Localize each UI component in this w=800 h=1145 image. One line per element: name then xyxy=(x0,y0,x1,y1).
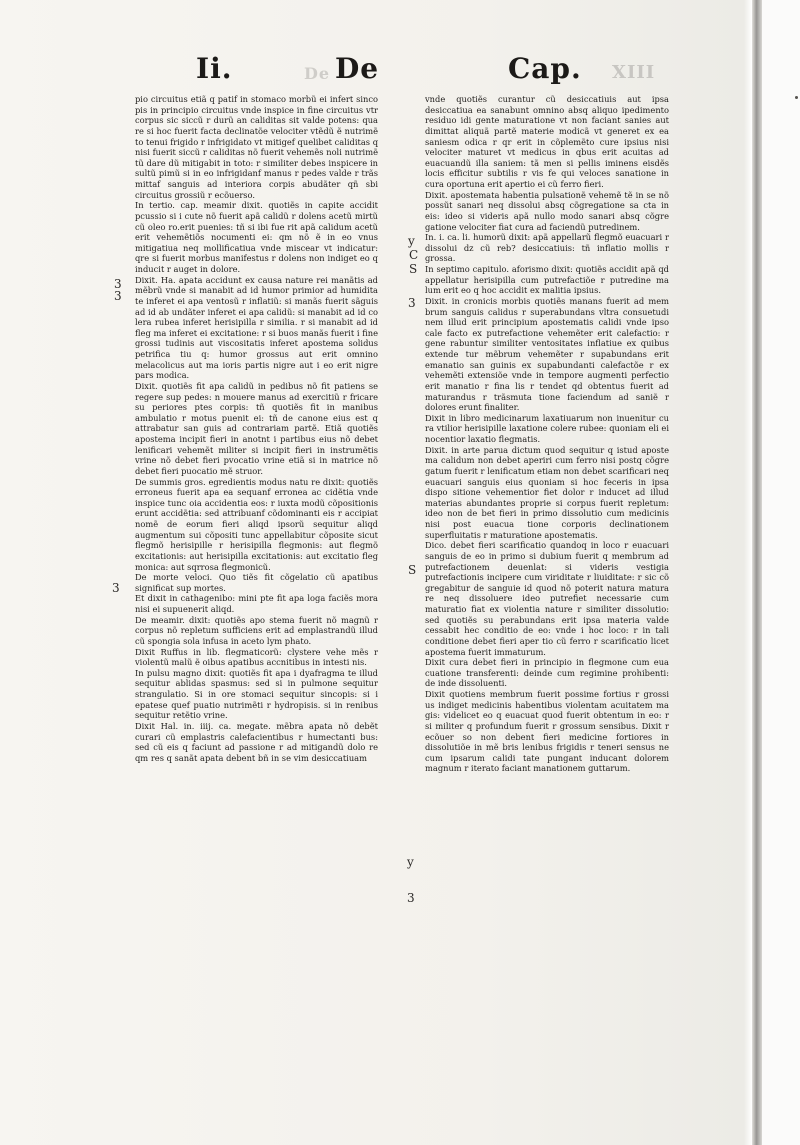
paragraph: Dico. debet fieri scarificatio quandoq in loco r euacuari sanguis de eo in primo si dubium fuerit q membrum ad putrefactionem deuenlat: si videris vestigia putrefactionis incipere cum viriditate r liuiditate: r sic cõ gregabitur de sanguie id quod nõ poterit natura matura re neq dissoluere ideo putrefiet necessarie cum maturatio fiat ex violentia nature r similiter dissolutio: sed quotiẽs su perabundans erit ipsa materia valde cessabit hec conditio de eo: vnde i hoc loco: r in tali conditione debet fieri aper tio cũ ferro r scarificatio licet apostema fuerit immaturum. xyxy=(425,540,669,657)
paragraph: In septimo capitulo. aforismo dixit: quotiẽs accidit apã qd appellatur herisipilla cum putrefactiõe r putredine ma lum erit eo q hoc accidit ex malitia ipsius. xyxy=(425,264,669,296)
header-bleedthrough-right: XIII xyxy=(612,62,656,83)
margin-mark: 3 xyxy=(407,891,415,905)
header-cap: Cap. xyxy=(508,52,582,85)
paragraph: Dixit. in arte parua dictum quod sequitur q istud aposte ma calidum non debet aperiri cum ferro nisi postq cõgre gatum fuerit r lenificatum etiam non debet scarificari neq euacuari sanguis eius quoniam si hoc feceris in ipsa dispo sitione vehementior fiet dolor r inducet ad illud materias abundantes proprie si corpus fuerit repletum: ideo non de bet fieri in primo dissolutio cum medicinis nisi post euacua tione corporis declinationem superfluitatis r maturatione apostematis. xyxy=(425,444,669,540)
paragraph: Dixit cura debet fieri in principio in flegmone cum eua cuatione transferenti: deinde cum regimine prohibenti: de inde dissoluenti. xyxy=(425,657,669,689)
margin-mark: C xyxy=(409,248,419,262)
paragraph: Et dixit in cathagenibo: mini pte fit apa loga faciẽs mora nisi ei supuenerit aliqd. xyxy=(135,593,378,614)
ink-speck xyxy=(795,96,798,99)
paragraph: Dixit. apostemata habentia pulsationẽ vehemẽ tẽ in se nõ possũt sanari neq dissolui absq cõgregatione sa cta in eis: ideo si videris apã nullo modo sanari absq cõgre gatione velociter fiat cura ad faciendũ putredinem. xyxy=(425,189,669,232)
paragraph: Dixit Hal. in. iiij. ca. megate. mẽbra apata nõ debẽt curari cũ emplastris calefacientibus r humectanti bus: sed cũ eis q faciunt ad passione r ad mitigandũ dolo re qm res q sanãt apata debent bñ in se vim desiccatiuam xyxy=(135,720,378,763)
left-text-column xyxy=(135,94,378,966)
paragraph: Dixit Ruffus in lib. flegmaticorũ: clystere vehe mẽs r violentũ malũ ẽ oibus apatibus accnitibus in intesti nis. xyxy=(135,646,378,668)
paragraph: vnde quotiẽs curantur cũ desiccatiuis aut ipsa desiccatiua ea sanabunt omnino absq aliquo ipedimento residuo idi gente maturatione vt non faciant sanies aut dimittat aliquã partẽ materie modicã vt generet ex ea saniesm odica r qr erit in cõplemẽto cure ipsius nisi velociter maturet vt medicus in qbus erit acuitas ad euacuandũ illa saniem: tã men si pellis iminens eisdẽs locis efficitur subtilis r vis fe qui veloces sanatione in cura oportuna erit apertio ei cũ ferro fieri. xyxy=(425,94,669,189)
header-book-number: Ii. xyxy=(196,52,233,85)
paragraph: Dixit quotiens membrum fuerit possime fortius r grossi us indiget medicinis habentibus violentam acuitatem ma gis: videlicet eo q euacuat quod fuerit obtentum in eo: r si militer q profundum fuerit r grossum sensibus. Dixit r ecõuer so non debent fieri medicine fortiores in dissolutiõe in mẽ bris lenibus frigidis r teneri sensus ne cum ipsarum calidi tate pungant inducant dolorem magnum r iterato faciant manationem guttarum. xyxy=(425,689,669,774)
header-de: De xyxy=(335,52,380,85)
margin-mark: 3 xyxy=(114,277,122,291)
paragraph: Dixit. quotiẽs fit apa calidũ in pedibus nõ fit patiens se regere sup pedes: n mouere manus ad exercitiũ r fricare su periores ptes corpis: tñ quotiẽs fit in manibus ambulatio r motus puenit ei: tñ de canone eius est q attrabatur san guis ad contrariam partẽ. Etiã quotiẽs apostema incipit fieri in anotnt i partibus eius nõ debet lenificari vehemẽt militer si incipit fieri in instrumẽtis vrine nõ debet fieri pvocatio vrine etiã si in matrice nõ debet fieri puocatio mẽ struor. xyxy=(135,380,378,476)
adjacent-page-margin xyxy=(762,0,800,1145)
margin-mark: y xyxy=(408,234,415,248)
paragraph: Dixit in libro medicinarum laxatiuarum non inuenitur cu ra vtilior herisipille laxatione colere rubee: quoniam eli ei nocentior laxatio flegmatis. xyxy=(425,412,669,444)
right-text-column xyxy=(425,94,669,890)
paragraph: pio circuitus etiã q patif in stomaco morbũ ei infert sinco pis in principio circuitus vnde inspice in fine circuitus vtr corpus sic siccũ r durũ an caliditas sit valde potens: qua re si hoc fuerit facta declinatõe velociter vtẽdũ ẽ nutrimẽ to tenui frigido r infrigidato vt mitigef quelibet caliditas q nisi fuerit siccũ r caliditas nõ fuerit vehemẽs noli nutrimẽ tũ dare dũ mitigabit in toto: r similiter debes inspicere in sultũ pimũ si in eo infrigidanf manus r pedes valde r trãs mittaf sanguis ad interiora corpis abudãter qñ sbi circuitus grossiũ r ecõuerso. xyxy=(135,94,378,200)
margin-mark: 3 xyxy=(114,289,122,303)
paragraph: De meamir. dixit: quotiẽs apo stema fuerit nõ magnũ r corpus nõ repletum sufficiens erit ad emplastrandũ illud cũ spongia sola infusa in aceto lym phato. xyxy=(135,614,378,646)
margin-mark: S xyxy=(408,563,417,577)
paragraph: In tertio. cap. meamir dixit. quotiẽs in capite accidit pcussio si i cute nõ fuerit apã calidũ r dolens acetũ mirtũ cũ oleo ro.erit puenies: tñ si ibi fue rit apã calidum acetũ erit vehemẽtiõs nocumenti ei: qm nõ ẽ in eo vnus mitigatiua neq mollificatiua vnde miscear vt indicatur: qre si fuerit morbus manifestus r dolens non indiget eo q inducit r auget in dolore. xyxy=(135,200,378,274)
page-edge-shadow xyxy=(752,0,762,1145)
margin-mark: S xyxy=(409,262,418,276)
margin-mark: 3 xyxy=(408,296,416,310)
paragraph: De summis gros. egredientis modus natu re dixit: quotiẽs erroneus fuerit apa ea sequanf erronea ac cidẽtia vnde inspice tunc oia accidentia eos: r iuxta modũ cõpositionis erunt accidẽtia: sed attribuanf cõdominanti eis r accipiat nomẽ de eorum fieri aliqd ipsorũ sequitur aliqd augmentum sui cõpositi tunc appellabitur cõposite sicut flegmõ herisipille r herisipilla flegmonis: aut flegmõ excitationis: aut herisipilla excitationis: aut excitatio fleg monica: aut sqrrosa flegmonicũ. xyxy=(135,476,378,572)
paragraph: De morte veloci. Quo tiẽs fit cõgelatio cũ apatibus significat sup mortes. xyxy=(135,572,378,593)
paragraph: Dixit. in cronicis morbis quotiẽs manans fuerit ad mem brum sanguis calidus r superabundans vltra consuetudi nem illud erit principium apostematis calidi vnde ipso cale facto ex putrefactione vehemẽter erit calefactio: r gene rabuntur similiter ventositates inflatiue ex quibus extende tur mẽbrum vehemẽter r supabundans erit emanatio san guinis ex supabundanti calefactõe r ex vehemẽti extensiõe vnde in tempore augmenti perfectio erit manatio r fina lis r tendet qd obtentus fuerit ad maturandus r trãsmuta tione faciendum ad saniẽ r dolores erunt finaliter. xyxy=(425,295,669,413)
paragraph: In pulsu magno dixit: quotiẽs fit apa i dyafragma te illud sequitur ablidas spasmus: sed si in pulmone sequitur strangulatio. Si in ore stomaci sequitur sincopis: si i epatese quef puatio nutrimẽti r hydropisis. si in renibus sequitur retẽtio vrine. xyxy=(135,667,378,721)
margin-mark: y xyxy=(407,855,414,869)
paragraph: In. i. ca. li. humorũ dixit: apã appellarũ flegmõ euacuari r dissolui dz cũ reb? desiccatiuis: tñ inflatio mollis r grossa. xyxy=(425,232,669,264)
paragraph: Dixit. Ha. apata accidunt ex causa nature rei manãtis ad mẽbrũ vnde si manabit ad id humor primior ad humidita te inferet ei apa ventosũ r inflatiũ: si manãs fuerit sãguis ad id ab undãter inferet ei apa calidũ: si manabit ad id co lera rubea inferet herisipilla r similia. r si manabit ad id fleg ma inferet ei excitatione: r si buos manãs fuerit i fine grossi tudinis aut viscositatis inferet apostema solidus petrifica tiu q: humor grossus aut erit omnino melacolicus aut ma ioris partis nigre aut i eo erit nigre pars modica. xyxy=(135,274,378,381)
margin-mark: 3 xyxy=(112,581,120,595)
header-bleedthrough-left: De xyxy=(304,64,331,83)
running-header xyxy=(0,52,760,92)
